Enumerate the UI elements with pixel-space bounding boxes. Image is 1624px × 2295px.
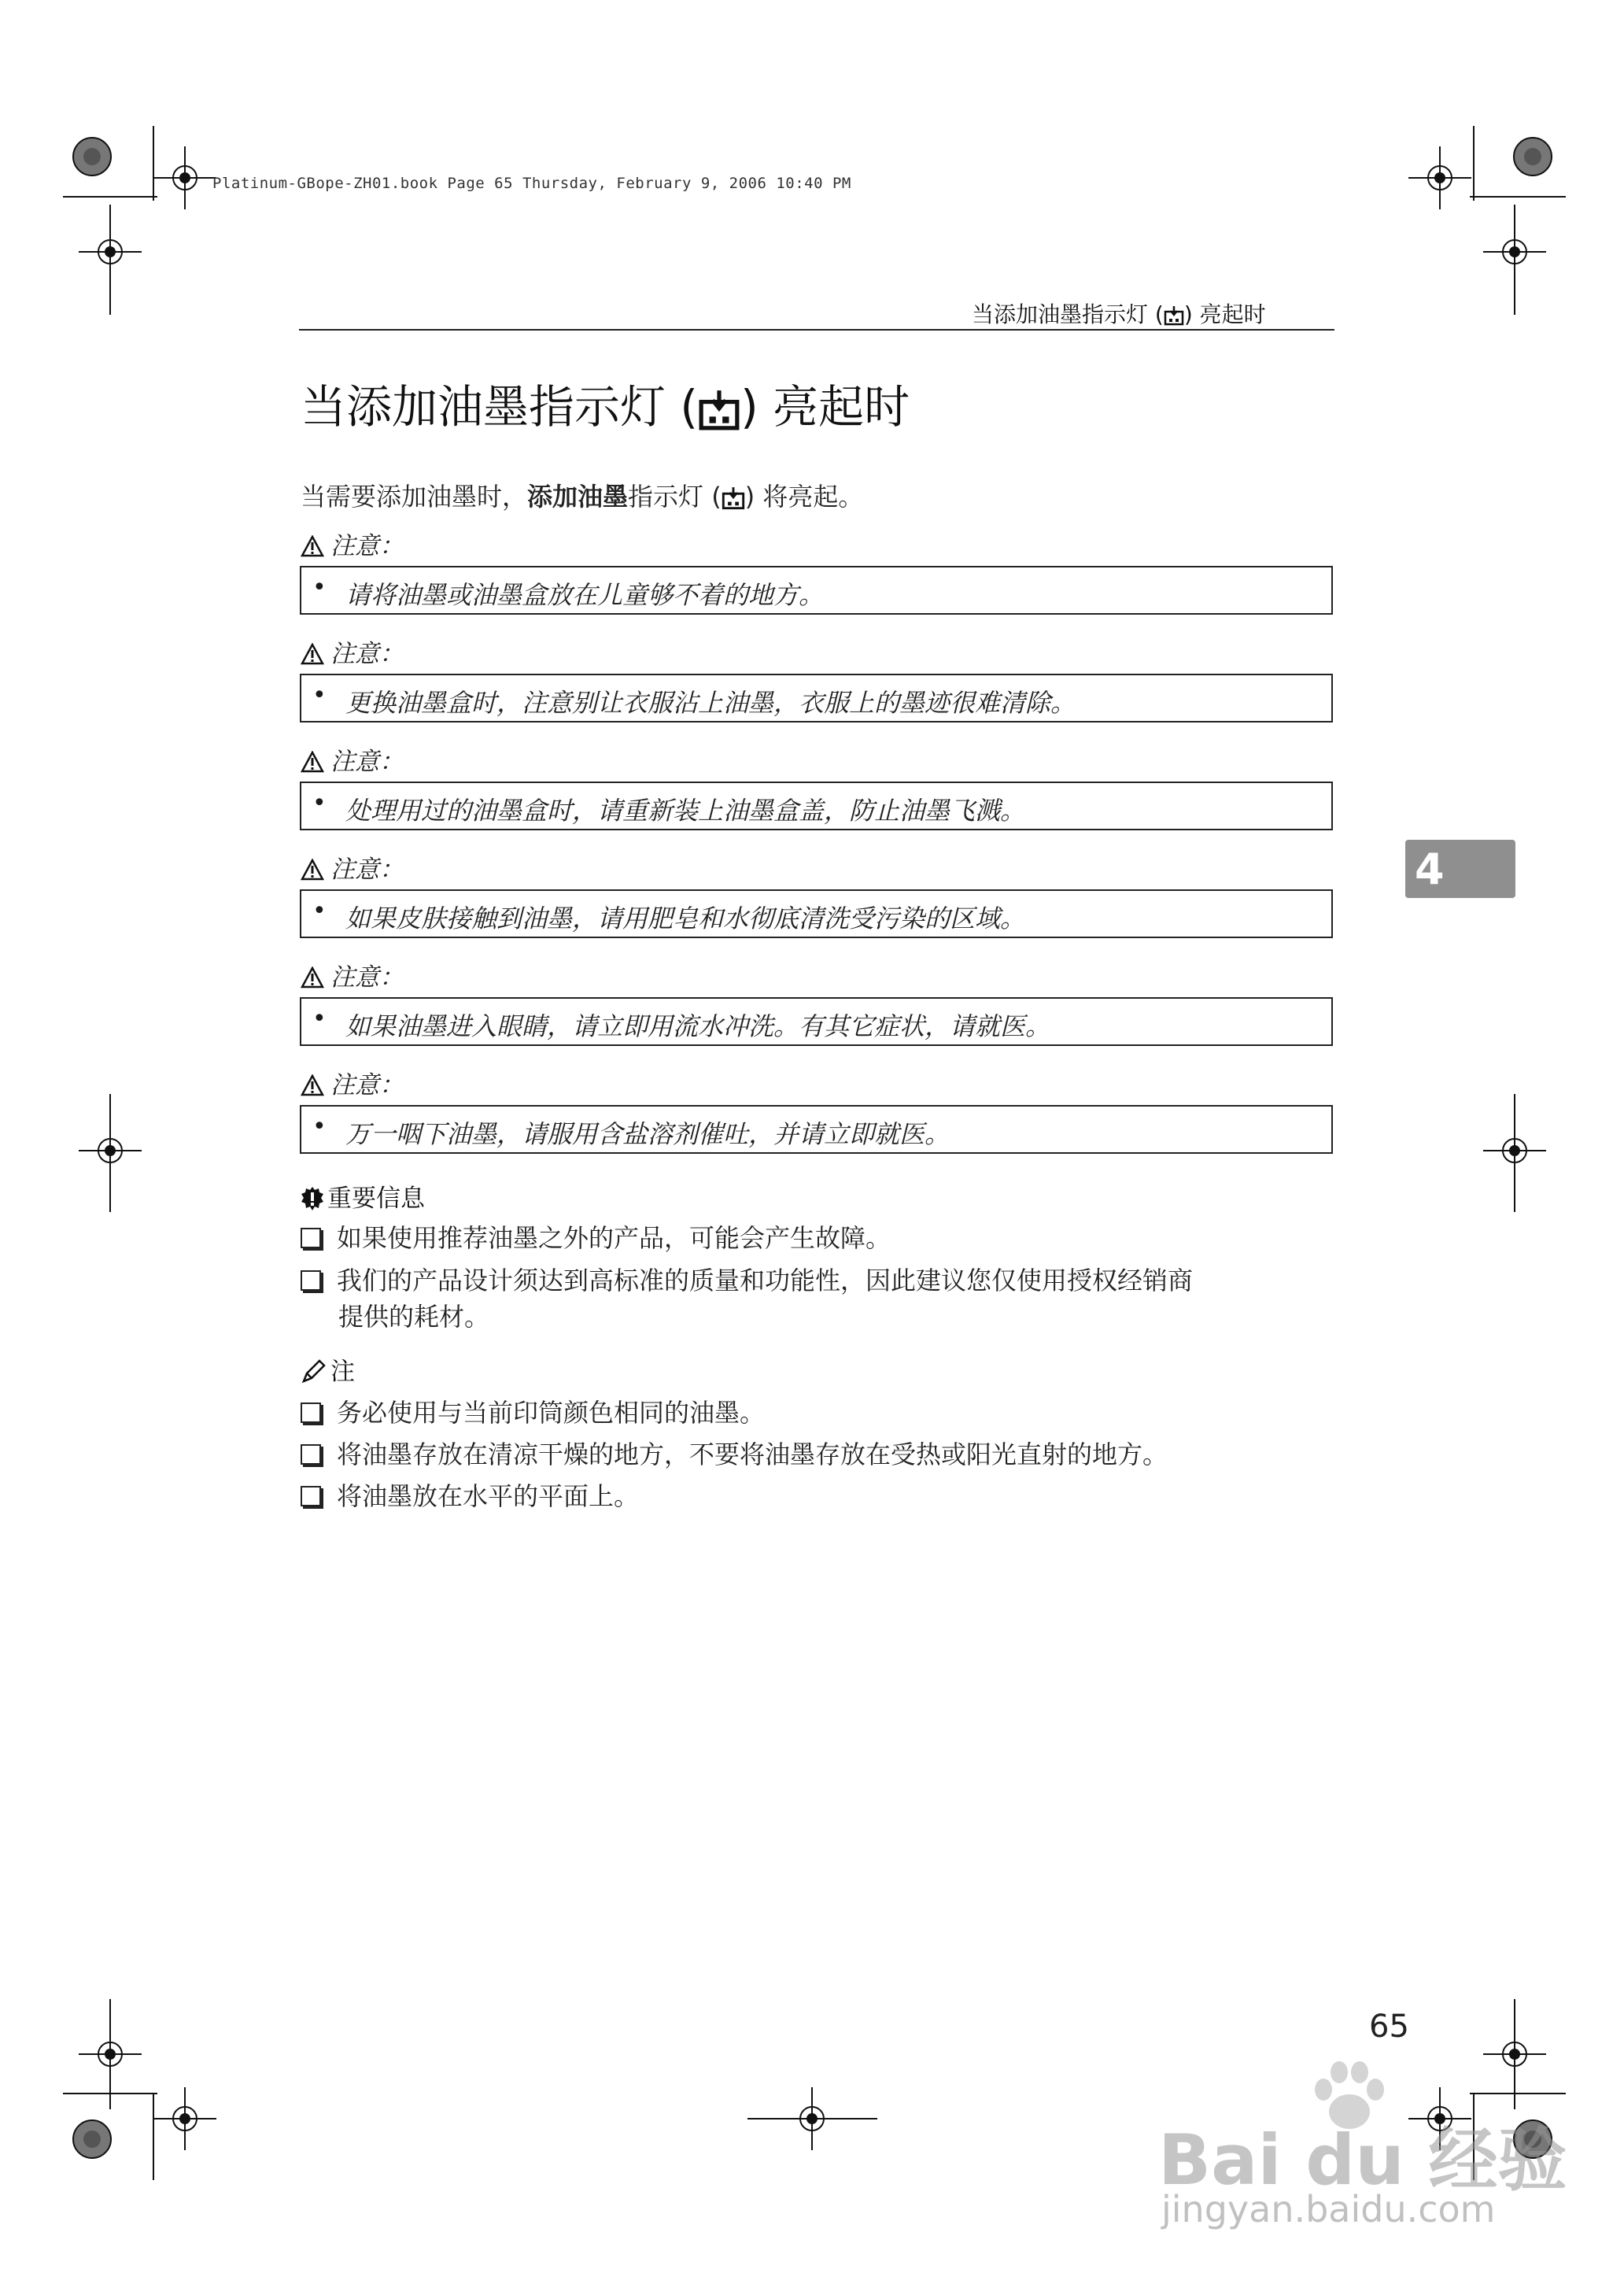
caution-label (301, 1065, 404, 1100)
checkbox-bullet-icon (301, 1402, 321, 1423)
add-ink-indicator-icon (1164, 305, 1184, 326)
running-header-text-after: ) 亮起时 (1183, 301, 1266, 327)
list-item-text: 如果使用推荐油墨之外的产品，可能会产生故障。 (337, 1223, 891, 1253)
chapter-tab (1405, 840, 1515, 898)
checkbox-bullet-icon (301, 1228, 321, 1248)
caution-text: 如果油墨进入眼睛，请立即用流水冲洗。有其它症状，请就医。 (345, 1011, 1051, 1041)
chapter-number: 4 (1415, 844, 1445, 894)
bullet: • (312, 1113, 327, 1140)
checkbox-bullet-icon (301, 1486, 321, 1506)
intro-text: 当需要添加油墨时， (301, 482, 528, 512)
intro-text: 指示灯 ( (628, 482, 722, 512)
warning-triangle-icon (301, 643, 324, 665)
important-heading (301, 1178, 425, 1214)
caution-label-text: 注意： (330, 640, 404, 668)
watermark-brand: Bai du 经验 (1158, 2119, 1567, 2201)
bullet: • (312, 789, 327, 817)
list-item (301, 1261, 1193, 1333)
important-heading-text: 重要信息 (327, 1184, 425, 1213)
list-item (301, 1218, 891, 1255)
bullet: • (312, 682, 327, 709)
caution-label (301, 634, 404, 669)
header-rule (299, 329, 1334, 331)
list-item (301, 1393, 765, 1429)
caution-box (300, 1105, 1333, 1154)
pencil-icon (301, 1358, 327, 1384)
caution-label (301, 741, 404, 777)
intro-text: ) 将亮起。 (744, 482, 864, 512)
list-item-text: 务必使用与当前印筒颜色相同的油墨。 (337, 1398, 766, 1428)
caution-box (300, 674, 1333, 722)
important-icon (301, 1186, 324, 1211)
checkbox-bullet-icon (301, 1270, 321, 1291)
list-item-text: 将油墨存放在清凉干燥的地方，不要将油墨存放在受热或阳光直射的地方。 (337, 1439, 1168, 1469)
running-header-text-before: 当添加油墨指示灯 ( (972, 301, 1164, 327)
bullet: • (312, 897, 327, 925)
caution-text: 万一咽下油墨，请服用含盐溶剂催吐，并请立即就医。 (345, 1119, 950, 1149)
list-item-text: 我们的产品设计须达到高标准的质量和功能性，因此建议您仅使用授权经销商 (337, 1266, 1194, 1295)
caution-text: 处理用过的油墨盒时，请重新装上油墨盒盖，防止油墨飞溅。 (345, 796, 1026, 826)
bullet: • (312, 574, 327, 601)
watermark-url: jingyan.baidu.com (1161, 2188, 1496, 2230)
book-file-line: Platinum-GBope-ZH01.book Page 65 Thursday, February 9, 2006 10:40 PM (212, 175, 851, 192)
caution-label (301, 957, 404, 992)
list-item (301, 1435, 1168, 1471)
intro-paragraph (301, 477, 863, 513)
warning-triangle-icon (301, 966, 324, 989)
caution-box (300, 782, 1333, 830)
caution-box (300, 997, 1333, 1046)
page-title (301, 370, 910, 436)
list-item-text: 将油墨放在水平的平面上。 (337, 1481, 640, 1511)
warning-triangle-icon (301, 859, 324, 881)
caution-text: 如果皮肤接触到油墨，请用肥皂和水彻底清洗受污染的区域。 (345, 904, 1026, 933)
bullet: • (312, 1005, 327, 1033)
running-header (972, 298, 1266, 329)
intro-bold-term: 添加油墨 (527, 482, 629, 512)
note-heading-text: 注 (330, 1358, 355, 1386)
caution-label (301, 526, 404, 561)
checkbox-bullet-icon (301, 1444, 321, 1465)
caution-text: 请将油墨或油墨盒放在儿童够不着的地方。 (345, 580, 825, 610)
list-item (301, 1476, 639, 1513)
caution-label-text: 注意： (330, 963, 404, 992)
caution-label-text: 注意： (330, 532, 404, 560)
page-title-after: ) 亮起时 (740, 380, 910, 434)
caution-box (300, 566, 1333, 615)
page-number: 65 (1369, 2009, 1409, 2045)
warning-triangle-icon (301, 751, 324, 773)
add-ink-indicator-icon (722, 486, 745, 510)
list-item-text-continuation: 提供的耗材。 (338, 1302, 490, 1332)
caution-label (301, 849, 404, 885)
warning-triangle-icon (301, 1074, 324, 1096)
caution-label-text: 注意： (330, 1071, 404, 1099)
add-ink-indicator-icon (698, 389, 740, 431)
caution-label-text: 注意： (330, 748, 404, 776)
note-heading (301, 1351, 355, 1387)
warning-triangle-icon (301, 535, 324, 557)
caution-label-text: 注意： (330, 856, 404, 884)
caution-text: 更换油墨盒时，注意别让衣服沾上油墨，衣服上的墨迹很难清除。 (345, 688, 1076, 718)
page-title-before: 当添加油墨指示灯 ( (301, 380, 699, 434)
caution-box (300, 889, 1333, 938)
